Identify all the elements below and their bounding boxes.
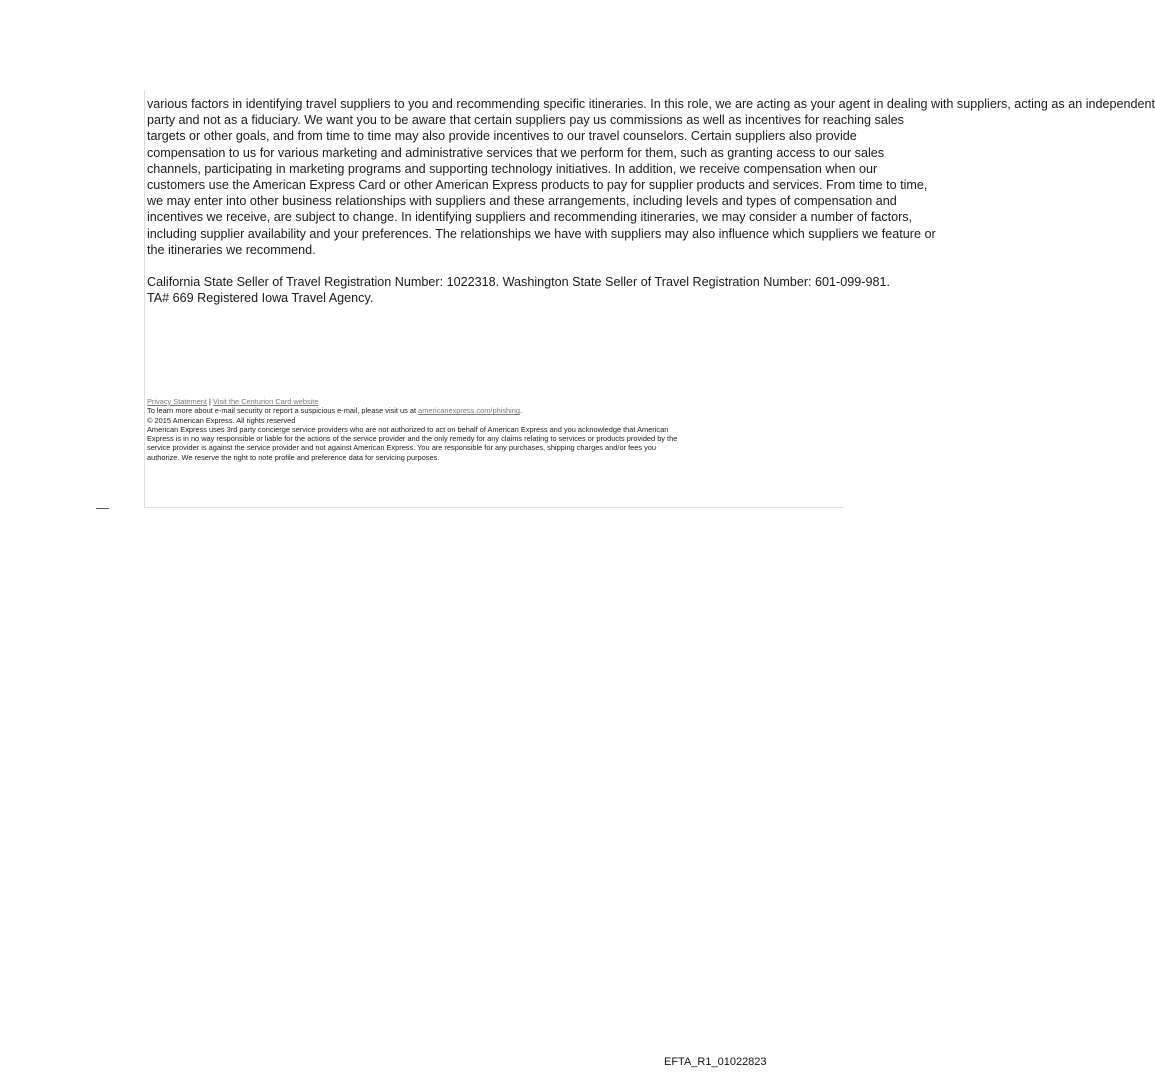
concierge-disclaimer-line: Express is in no way responsible or liable for the actions of the service provider and the only remedy for any claims relating to services or products provided by the: [147, 434, 678, 444]
centurion-card-website-link[interactable]: Visit the Centurion Card website: [213, 397, 319, 406]
concierge-disclaimer-line: authorize. We reserve the right to note profile and preference data for servicing purposes.: [147, 452, 440, 462]
footer-links-row: [147, 397, 867, 406]
page-margin-mark: [96, 508, 109, 509]
supplier-disclosure-paragraph: [147, 96, 1155, 258]
disclosure-line: channels, participating in marketing programs and supporting technology initiatives. In addition, we receive compensation when our: [147, 161, 878, 176]
disclosure-line: targets or other goals, and from time to time may also provide incentives to our travel counselors. Certain suppliers also provide: [147, 129, 857, 144]
link-separator: |: [206, 397, 214, 406]
disclosure-line: we may enter into other business relationships with suppliers and these arrangements, including levels and types of compensation and: [147, 194, 897, 209]
disclosure-line: including supplier availability and your preferences. The relationships we have with suppliers may also influence which suppliers we feature or: [147, 226, 936, 241]
disclosure-line: customers use the American Express Card or other American Express products to pay for supplier products and services. From time to time,: [147, 178, 928, 193]
disclosure-line: compensation to us for various marketing and administrative services that we perform for them, such as granting access to our sales: [147, 145, 885, 160]
concierge-disclaimer-line: service provider is against the service provider and not against American Express. You are responsible for any purchases, shipping charges and/or fees you: [147, 443, 657, 453]
email-security-notice: [147, 406, 867, 415]
phishing-link[interactable]: americanexpress.com/phishing: [418, 406, 520, 416]
email-footer: [147, 397, 867, 462]
disclosure-line: the itineraries we recommend.: [147, 242, 316, 257]
concierge-disclaimer-line: American Express uses 3rd party concierge service providers who are not authorized to act on behalf of American Express and you acknowledge that American: [147, 424, 669, 434]
privacy-statement-link[interactable]: Privacy Statement: [147, 397, 207, 406]
registration-line: California State Seller of Travel Registration Number: 1022318. Washington State Seller of Travel Registration Number: 601-099-981.: [147, 275, 890, 289]
security-notice-text: To learn more about e-mail security or report a suspicious e-mail, please visit us at: [147, 406, 419, 416]
bates-number: EFTA_R1_01022823: [664, 1056, 767, 1068]
registration-line: TA# 669 Registered Iowa Travel Agency.: [147, 291, 374, 306]
security-notice-period: .: [519, 406, 523, 416]
copyright-notice: © 2015 American Express. All rights reserved: [147, 415, 296, 425]
disclosure-line: party and not as a fiduciary. We want you to be aware that certain suppliers pay us commissions as well as incentives for reaching sales: [147, 113, 904, 128]
disclosure-line: incentives we receive, are subject to change. In identifying suppliers and recommending itineraries, we may consider a number of factors,: [147, 210, 913, 225]
seller-of-travel-registration: [147, 274, 890, 306]
disclosure-line: various factors in identifying travel suppliers to you and recommending specific itineraries. In this role, we are acting as your agent in dealing with suppliers, acting as an independent: [147, 97, 1155, 111]
email-content-frame: [144, 90, 1155, 508]
